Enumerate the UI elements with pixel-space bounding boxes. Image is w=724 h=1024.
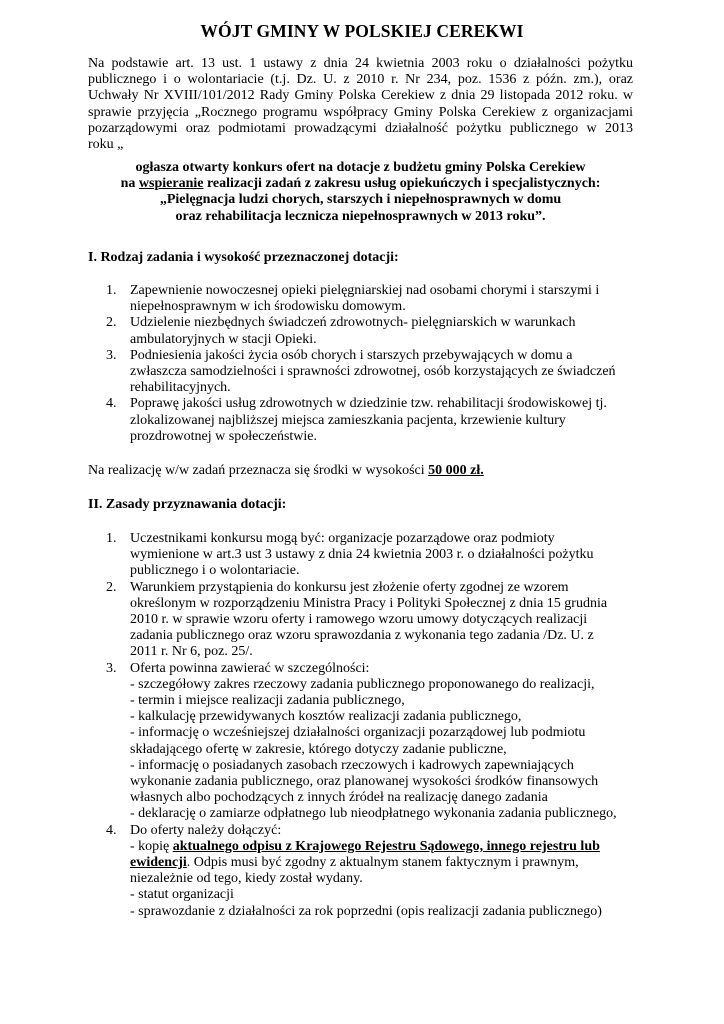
list-item-line: Zapewnienie nowoczesnej opieki pielęgniarskiej nad osobami chorymi i starszymi i — [130, 283, 600, 298]
announcement — [88, 160, 633, 225]
list-item-line: publicznego i o wolontariacie. — [130, 563, 300, 579]
announcement-line: „Pielęgnacja ludzi chorych, starszych i niepełnosprawnych w domu — [159, 192, 562, 208]
section-1-heading: I. Rodzaj zadania i wysokość przeznaczonej dotacji: — [88, 250, 399, 265]
list-item-line: Oferta powinna zawierać w szczególności: — [130, 660, 370, 676]
announcement-text: realizacji zadań z zakresu usług opiekuńczych i specjalistycznych: — [203, 176, 601, 192]
list-item-line: Udzielenie niezbędnych świadczeń zdrowotnych- pielęgniarskich w warunkach — [130, 315, 576, 331]
list-item-line: wymienione w art.3 ust 3 ustawy z dnia 24 kwietnia 2003 r. o działalności pożytku — [130, 547, 594, 563]
intro-line: Na podstawie art. 13 ust. 1 ustawy z dnia 24 kwietnia 2003 roku o działalności pożytku — [88, 56, 633, 71]
list-item-line: składającego ofertę w zakresie, którego dotyczy zadanie publiczne, — [130, 741, 507, 757]
list-item — [88, 315, 633, 347]
funding-amount-text: Na realizację w/w zadań przeznacza się środki w wysokości — [88, 463, 429, 478]
list-item — [88, 823, 633, 920]
list-item-line: - szczegółowy zakres rzeczowy zadania publicznego proponowanego do realizacji, — [130, 676, 595, 692]
list-item-line: - kalkulację przewidywanych kosztów realizacji zadania publicznego, — [130, 709, 522, 725]
list-item-line: niezależnie od tego, kiedy został wydany. — [130, 871, 363, 887]
announcement-line: oraz rehabilitacja lecznicza niepełnosprawnych w 2013 roku”. — [175, 208, 546, 224]
list-item-line: - deklarację o zamiarze odpłatnego lub nieodpłatnego wykonania zadania publicznego, — [130, 806, 617, 822]
section-2-heading: II. Zasady przyznawania dotacji: — [88, 497, 287, 512]
announcement-text: na — [120, 176, 139, 192]
funding-amount-value: 50 000 zł. — [428, 463, 484, 478]
list-item-number: 2. — [106, 579, 117, 595]
list-item-line: - termin i miejsce realizacji zadania publicznego, — [130, 693, 405, 709]
list-item-line: niepełnosprawnym w ich środowisku domowym. — [130, 299, 406, 315]
announcement-line: ogłasza otwarty konkurs ofert na dotacje z budżetu gminy Polska Cerekiew — [135, 160, 586, 175]
list-item — [88, 348, 633, 397]
funding-amount-line — [88, 463, 484, 479]
list-item-line: 2011 r. Nr 6, poz. 25/. — [130, 644, 253, 660]
list-item-line: - sprawozdanie z działalności za rok poprzedni (opis realizacji zadania publicznego) — [130, 903, 602, 919]
attachment-text: - kopię — [130, 838, 173, 854]
list-item-number: 4. — [106, 396, 117, 412]
krs-extract-requirement: aktualnego odpisu z Krajowego Rejestru Sądowego, innego rejestru lub — [172, 838, 600, 854]
list-item-number: 4. — [106, 822, 117, 838]
list-item-number: 1. — [106, 283, 117, 298]
list-item-line: Warunkiem przystąpienia do konkursu jest złożenie oferty zgodnej ze wzorem — [130, 579, 569, 595]
list-item-line: wykonanie zadania publicznego, oraz planowanej wysokości środków finansowych — [130, 774, 599, 790]
list-item-line: własnych albo pochodzących z innych źródeł na realizację danego zadania — [130, 790, 548, 806]
list-item — [88, 580, 633, 661]
intro-line: pozarządowymi oraz podmiotami prowadzącymi działalność pożytku publicznego w 2013 — [88, 120, 633, 136]
attachment-text: . Odpis musi być zgodny z aktualnym stanem faktycznym i prawnym, — [186, 855, 579, 871]
announcement-underlined-word: wspieranie — [138, 176, 204, 192]
list-item — [88, 531, 633, 580]
list-item-line: określonym w rozporządzeniu Ministra Pracy i Polityki Społecznej z dnia 15 grudnia — [130, 595, 608, 611]
list-item-line: Podniesienia jakości życia osób chorych i starszych przebywających w domu a — [130, 347, 573, 363]
page-title: WÓJT GMINY W POLSKIEJ CEREKWI — [200, 21, 524, 41]
list-item — [88, 396, 633, 445]
list-item-line: rehabilitacyjnych. — [130, 380, 231, 396]
list-item — [88, 661, 633, 823]
list-item — [88, 283, 633, 315]
list-item-number: 3. — [106, 347, 117, 363]
list-item-line: - informację o wcześniejszej działalności organizacji pozarządowej lub podmiotu — [130, 725, 586, 741]
krs-extract-requirement: ewidencji — [130, 855, 187, 871]
list-item-line: Uczestnikami konkursu mogą być: organizacje pozarządowe oraz podmioty — [130, 531, 555, 546]
list-item-line: zadania publicznego oraz wzoru sprawozdania z wykonania tego zadania /Dz. U. z — [130, 628, 594, 644]
list-item-line: zlokalizowanej najbliższej miejsca zamieszkania pacjenta, krzewienie kultury — [130, 412, 566, 428]
list-item-line: ambulatoryjnych w stacji Opieki. — [130, 331, 317, 347]
list-item-number: 3. — [106, 660, 117, 676]
section-1-list — [88, 283, 633, 445]
section-2-list — [88, 531, 633, 920]
list-item-line — [130, 839, 633, 855]
list-item-number: 1. — [106, 531, 117, 546]
list-item-line: zwłaszcza samodzielności i sprawności zdrowotnej, osób korzystających ze świadczeń — [130, 364, 616, 380]
list-item-line: 2010 r. w sprawie wzoru oferty i ramowego wzoru umowy dotyczących realizacji — [130, 612, 588, 628]
list-item-line: prozdrowotnej w społeczeństwie. — [130, 428, 317, 444]
intro-line: roku „ — [88, 137, 124, 153]
list-item-number: 2. — [106, 315, 117, 331]
list-item-line: - statut organizacji — [130, 887, 234, 903]
announcement-line — [88, 176, 633, 192]
intro-line: Uchwały Nr XVIII/101/2012 Rady Gminy Polska Cerekiew z dnia 29 listopada 2012 roku. w — [88, 88, 633, 104]
intro-line: publicznego i o wolontariacie (t.j. Dz. U. z 2010 r. Nr 234, poz. 1536 z późn. zm.), oraz — [88, 72, 633, 88]
intro-line: sprawie przyjęcia „Rocznego programu współpracy Gminy Polska Cerekiew z organizacjami — [88, 104, 633, 120]
list-item-line: Poprawę jakości usług zdrowotnych w dziedzinie tzw. rehabilitacji środowiskowej tj. — [130, 396, 607, 412]
list-item-line: - informację o posiadanych zasobach rzeczowych i kadrowych zapewniających — [130, 757, 574, 773]
intro-paragraph — [88, 56, 633, 153]
list-item-line: Do oferty należy dołączyć: — [130, 822, 282, 838]
list-item-line — [130, 855, 633, 871]
